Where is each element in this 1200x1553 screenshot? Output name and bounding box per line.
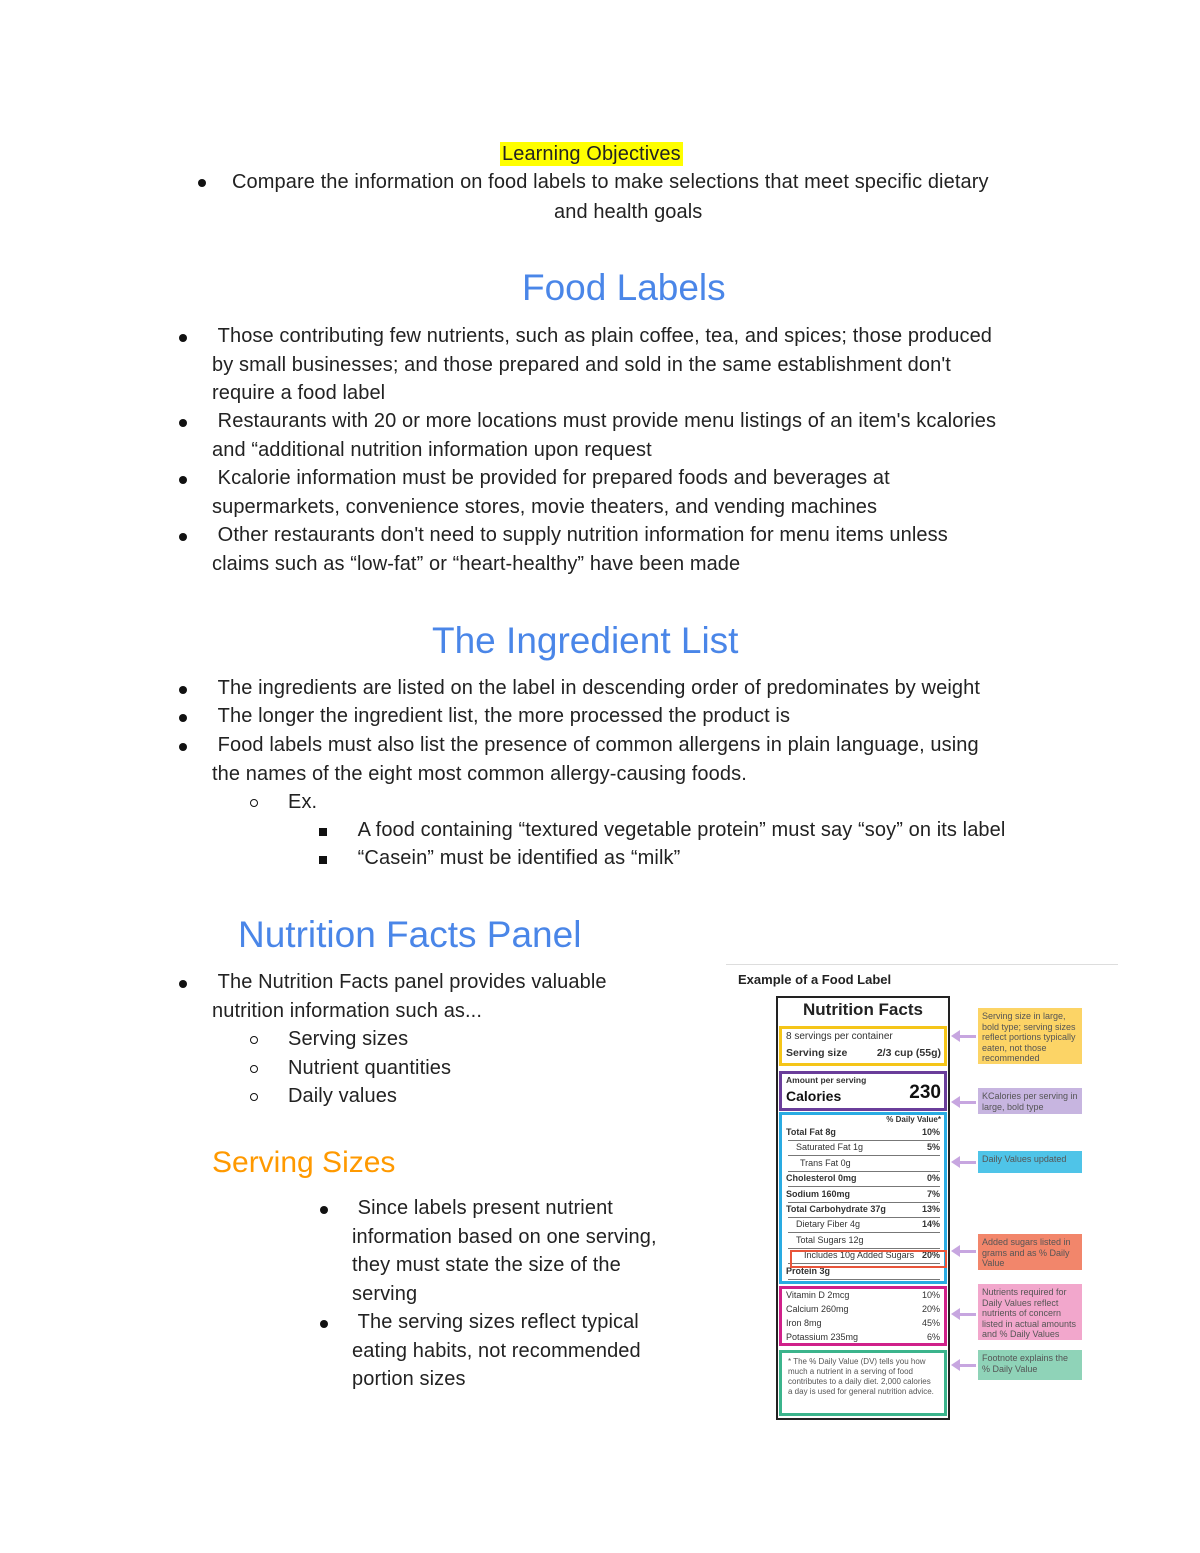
row-divider — [788, 1155, 940, 1156]
bullet-icon — [320, 1320, 328, 1328]
nutrition-facts-label — [776, 996, 950, 1420]
square-bullet-icon — [319, 856, 327, 864]
row-divider — [788, 1171, 940, 1172]
arrow-calories-note — [958, 1101, 976, 1104]
arrow-added-sugars-note — [958, 1250, 976, 1253]
row-divider — [788, 1140, 940, 1141]
circle-bullet-icon — [250, 1093, 258, 1101]
arrow-footnote-note — [958, 1364, 976, 1367]
row-divider — [788, 1279, 940, 1280]
micronutrient-row-name: Potassium 235mg — [786, 1332, 859, 1342]
sub-list-item: Ex. — [288, 791, 318, 813]
micronutrient-row-dv: 20% — [921, 1304, 940, 1314]
footnote-text: * The % Daily Value (DV) tells you how much a nutrient in a serving of food contributes to a daily diet. 2,000 calories a day is used for general nutrition advice. — [788, 1357, 934, 1396]
sub-sub-list-item: “Casein” must be identified as “milk” — [357, 847, 681, 869]
food-label-figure — [726, 964, 1118, 1434]
list-item: Since labels present nutrient information based on one serving, they must state the size of the serving — [352, 1197, 657, 1305]
bullet-icon — [179, 533, 187, 541]
nutrient-row-dv: 7% — [926, 1188, 940, 1199]
bullet-icon — [179, 980, 187, 988]
list-item: Restaurants with 20 or more locations must provide menu listings of an item's kcalories and “additional nutrition information upon request — [212, 410, 997, 461]
note-footnote: Footnote explains the % Daily Value — [978, 1350, 1082, 1380]
nutrient-row-dv: 0% — [926, 1173, 940, 1184]
note-added-sugars: Added sugars listed in grams and as % Daily Value — [978, 1234, 1082, 1270]
nutrition-facts-title: Nutrition Facts — [803, 1000, 923, 1019]
nutrient-row-name: Sodium 160mg — [786, 1188, 851, 1199]
sub-list-item: Nutrient quantities — [288, 1057, 452, 1079]
footnote-box — [779, 1350, 947, 1416]
sub-list-item: Daily values — [288, 1085, 398, 1107]
micronutrient-row-name: Vitamin D 2mcg — [786, 1290, 850, 1300]
heading-serving-sizes: Serving Sizes — [212, 1146, 396, 1179]
amount-per-serving: Amount per serving — [786, 1075, 867, 1085]
learning-objectives-highlight: Learning Objectives — [502, 143, 681, 165]
nutrient-row-dv: 5% — [926, 1142, 940, 1153]
micronutrient-row-name: Iron 8mg — [786, 1318, 822, 1328]
micronutrient-row-name: Calcium 260mg — [786, 1304, 849, 1314]
list-item: The ingredients are listed on the label in descending order of predominates by weight — [217, 677, 980, 699]
calories-value: 230 — [909, 1082, 941, 1103]
heading-food-labels: Food Labels — [522, 267, 726, 308]
heading-ingredient-list: The Ingredient List — [432, 620, 739, 661]
micronutrient-row-dv: 10% — [921, 1290, 940, 1300]
nutrient-row-name: Trans Fat 0g — [800, 1157, 851, 1168]
nutrient-row-name: Saturated Fat 1g — [796, 1142, 864, 1153]
square-bullet-icon — [319, 828, 327, 836]
bullet-icon — [179, 714, 187, 722]
bullet-icon — [179, 743, 187, 751]
nutrient-row-dv: 10% — [921, 1127, 940, 1137]
bullet-icon — [198, 179, 206, 187]
note-calories: KCalories per serving in large, bold type — [978, 1088, 1082, 1114]
bullet-icon — [179, 419, 187, 427]
serving-size-label: Serving size — [786, 1047, 848, 1059]
row-divider — [788, 1232, 940, 1233]
nutrient-row-dv: 20% — [921, 1250, 940, 1261]
note-daily-values: Daily Values updated — [978, 1151, 1082, 1173]
sub-sub-list-item: A food containing “textured vegetable protein” must say “soy” on its label — [357, 819, 1006, 841]
row-divider — [788, 1186, 940, 1187]
list-item: The Nutrition Facts panel provides valuable nutrition information such as... — [212, 971, 607, 1022]
row-divider — [788, 1217, 940, 1218]
list-item: Those contributing few nutrients, such as plain coffee, tea, and spices; those produced by small businesses; and those prepared and sold in the same establishment don't require a food label — [212, 325, 993, 404]
nutrient-row-name: Dietary Fiber 4g — [796, 1219, 861, 1230]
note-nutrients: Nutrients required for Daily Values reflect nutrients of concern listed in actual amounts and % Daily Values — [978, 1284, 1082, 1340]
nutrient-row-name: Includes 10g Added Sugars — [804, 1250, 915, 1261]
row-divider — [788, 1248, 940, 1249]
figure-top-rule — [726, 964, 1118, 965]
serving-size-value: 2/3 cup (55g) — [876, 1047, 941, 1059]
list-item: Food labels must also list the presence of common allergens in plain language, using the names of the eight most common allergy-causing foods. — [212, 734, 979, 785]
learning-objective-line-2: and health goals — [554, 201, 703, 223]
row-divider — [788, 1202, 940, 1203]
heading-nutrition-facts-panel: Nutrition Facts Panel — [238, 914, 582, 955]
figure-title: Example of a Food Label — [738, 972, 892, 987]
nutrient-row-dv: 13% — [921, 1204, 940, 1214]
list-item: Kcalorie information must be provided for prepared foods and beverages at supermarkets, convenience stores, movie theaters, and vending machines — [212, 467, 890, 518]
micronutrient-row-dv: 6% — [926, 1332, 940, 1342]
servings-per-container: 8 servings per container — [786, 1031, 893, 1042]
micronutrients-box — [779, 1286, 947, 1346]
learning-objective-line-1: Compare the information on food labels to make selections that meet specific dietary — [232, 171, 989, 193]
note-serving-size: Serving size in large, bold type; serving sizes reflect portions typically eaten, not those recommended — [978, 1008, 1082, 1064]
arrow-daily-values-note — [958, 1161, 976, 1164]
list-item: The longer the ingredient list, the more processed the product is — [217, 705, 791, 727]
bullet-icon — [320, 1206, 328, 1214]
circle-bullet-icon — [250, 799, 258, 807]
nutrient-row-name: Protein 3g — [786, 1265, 831, 1276]
serving-size-box — [779, 1026, 947, 1066]
nutrient-row-name: Total Fat 8g — [786, 1127, 836, 1137]
calories-label: Calories — [786, 1088, 842, 1104]
arrow-serving-note — [958, 1035, 976, 1038]
daily-value-header: % Daily Value* — [886, 1115, 941, 1124]
sub-list-item: Serving sizes — [288, 1028, 409, 1050]
list-item: The serving sizes reflect typical eating habits, not recommended portion sizes — [352, 1311, 641, 1390]
calories-box — [779, 1071, 947, 1111]
learning-objectives-title — [500, 140, 683, 169]
nutrient-row-name: Total Sugars 12g — [796, 1234, 864, 1245]
added-sugars-box — [790, 1250, 947, 1268]
circle-bullet-icon — [250, 1036, 258, 1044]
bullet-icon — [179, 686, 187, 694]
nutrient-row-dv: 14% — [921, 1219, 940, 1230]
arrow-nutrients-note — [958, 1313, 976, 1316]
circle-bullet-icon — [250, 1065, 258, 1073]
bullet-icon — [179, 476, 187, 484]
nutrient-row-name: Total Carbohydrate 37g — [786, 1204, 886, 1214]
bullet-icon — [179, 334, 187, 342]
micronutrient-row-dv: 45% — [921, 1318, 940, 1328]
nutrient-row-name: Cholesterol 0mg — [786, 1173, 857, 1184]
list-item: Other restaurants don't need to supply nutrition information for menu items unless claims such as “low-fat” or “heart-healthy” have been made — [212, 524, 948, 575]
